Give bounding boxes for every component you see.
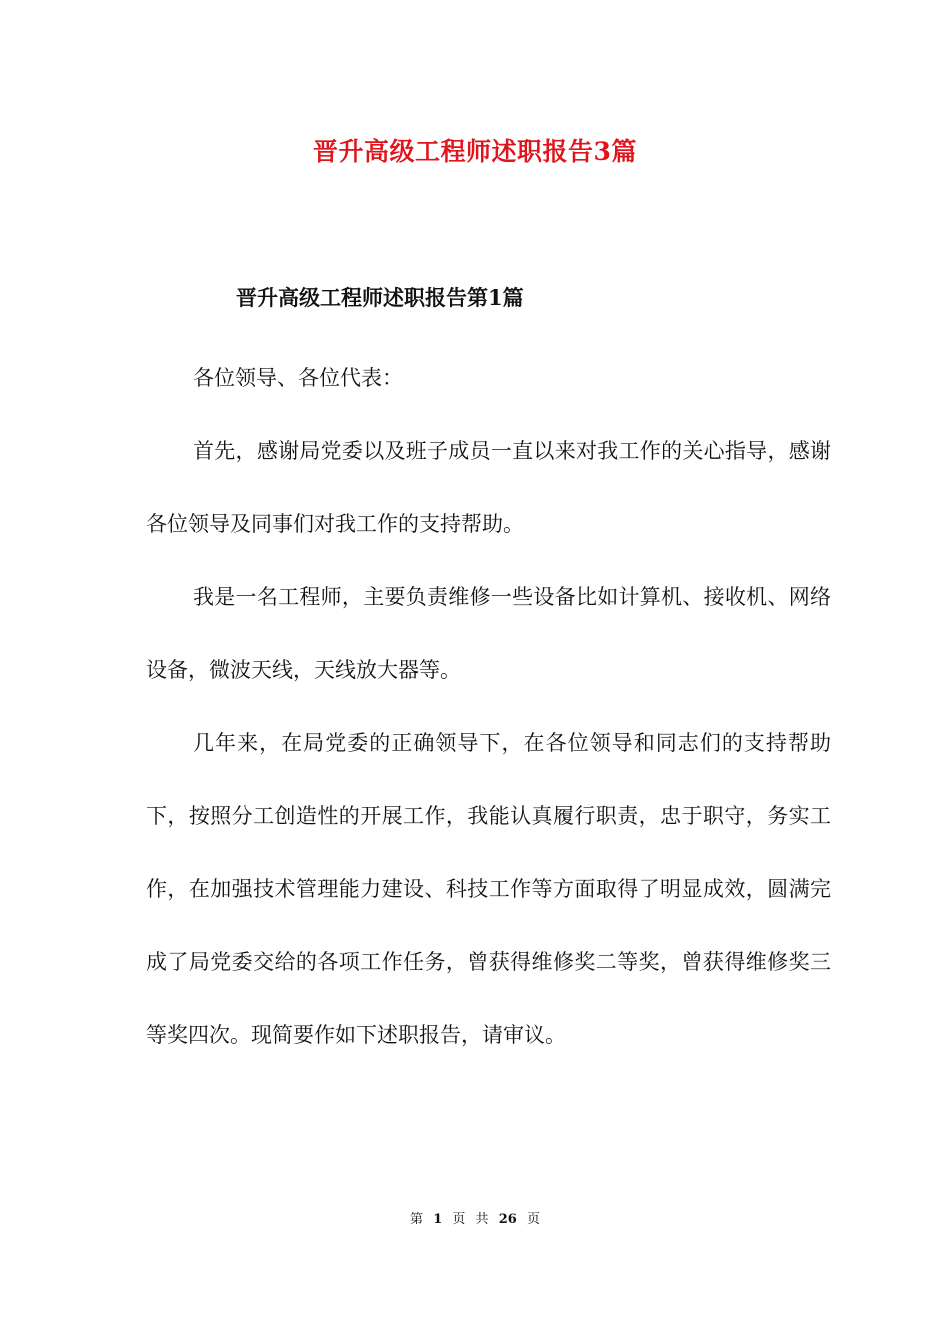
footer-total-label: 共 xyxy=(475,1212,489,1227)
footer-current-page: 1 xyxy=(433,1212,443,1227)
footer-page-unit: 页 xyxy=(452,1212,466,1227)
section-heading: 晋升高级工程师述职报告第1篇 xyxy=(236,285,524,310)
paragraph-achievements: 几年来，在局党委的正确领导下，在各位领导和同志们的支持帮助下，按照分工创造性的开展工作，我能认真履行职责，忠于职守，务实工作，在加强技术管理能力建设、科技工作等方面取得了明显成效，圆满完成了局党委交给的各项工作任务，曾获得维修奖二等奖，曾获得维修奖三等奖四次。现简要作如下述职报告，请审议。 xyxy=(146,731,831,1047)
footer-suffix: 页 xyxy=(526,1212,540,1227)
footer-prefix: 第 xyxy=(410,1212,424,1227)
document-body xyxy=(146,342,831,1072)
page-footer xyxy=(0,1208,950,1227)
paragraph-thanks: 首先，感谢局党委以及班子成员一直以来对我工作的关心指导，感谢各位领导及同事们对我工作的支持帮助。 xyxy=(146,439,831,536)
document-title: 晋升高级工程师述职报告3篇 xyxy=(313,137,637,166)
footer-total-pages: 26 xyxy=(498,1212,517,1227)
paragraph-salutation: 各位领导、各位代表： xyxy=(193,366,403,390)
paragraph-role: 我是一名工程师，主要负责维修一些设备比如计算机、接收机、网络设备，微波天线，天线放大器等。 xyxy=(146,585,831,682)
